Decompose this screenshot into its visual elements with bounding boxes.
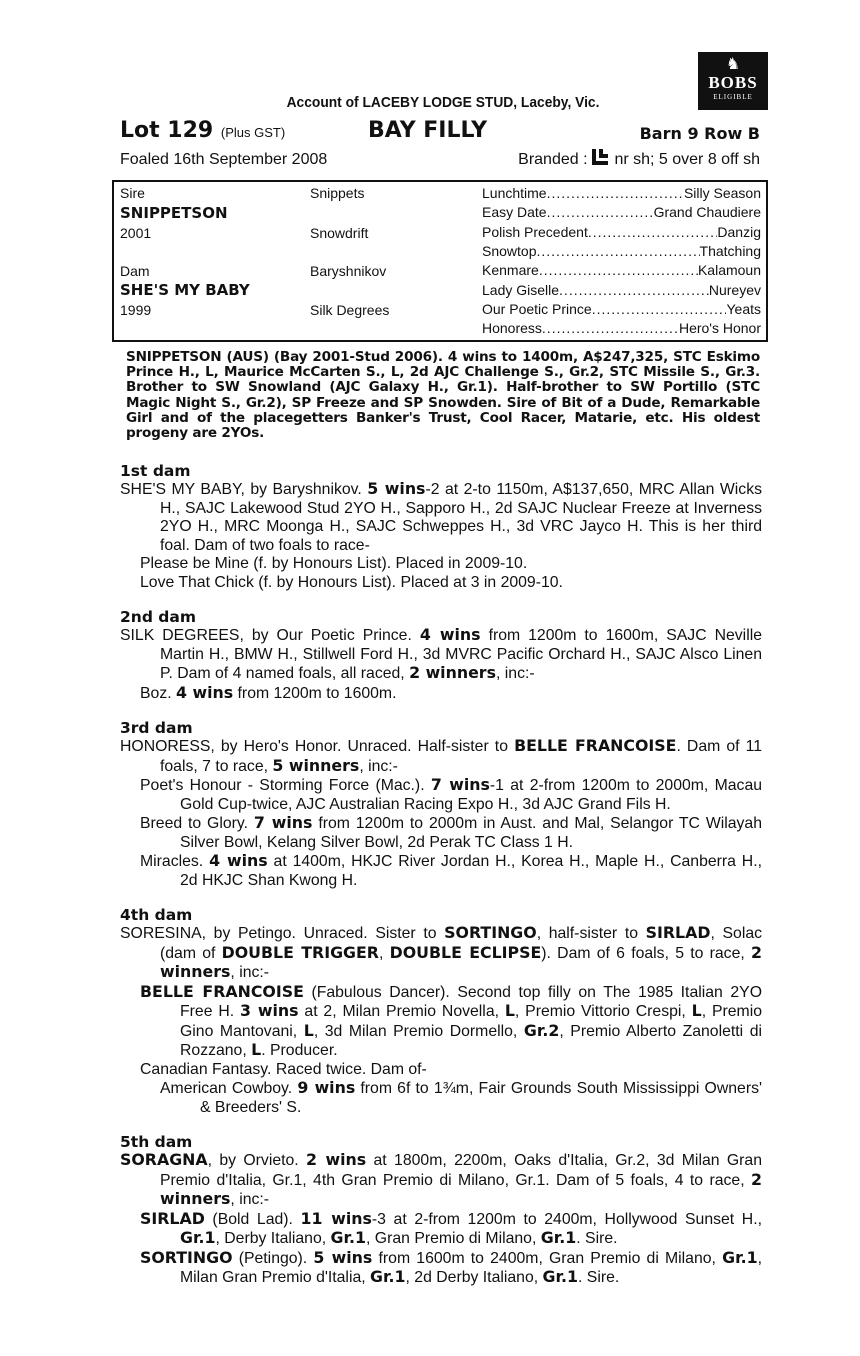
dam-sire: Baryshnikov <box>310 263 387 279</box>
barn-location: Barn 9 Row B <box>639 124 760 143</box>
grandparent-row <box>482 319 761 338</box>
dam-section <box>120 719 762 890</box>
family-entry: SORTINGO (Petingo). 5 wins from 1600m to 2400m, Gran Premio di Milano, Gr.1, Milan Gran Premio d'Italia, Gr.1, 2d Derby Italiano, Gr.1. Sire. <box>140 1247 763 1286</box>
grandparent-sire: Nureyev <box>708 281 761 298</box>
grandparent-name: Honoress <box>482 320 542 337</box>
branded-info <box>518 148 760 169</box>
section-title: 5th dam <box>120 1133 193 1151</box>
leader-dots <box>592 300 727 319</box>
grandparent-name: Polish Precedent <box>482 223 588 240</box>
dam-year: 1999 <box>120 302 152 318</box>
section-title: 3rd dam <box>120 719 193 737</box>
section-title: 4th dam <box>120 906 193 924</box>
grandparent-name: Snowtop <box>482 242 537 259</box>
leader-dots <box>536 242 699 261</box>
sire-name: SNIPPETSON <box>120 204 228 222</box>
pedigree-table <box>112 180 768 342</box>
family-entry: HONORESS, by Hero's Honor. Unraced. Half-sister to BELLE FRANCOISE. Dam of 11 foals, 7 to race, 5 winners, inc:- <box>120 736 762 775</box>
grandparent-sire: Silly Season <box>683 185 761 201</box>
family-entry: Love That Chick (f. by Honours List). Placed at 3 in 2009-10. <box>140 573 563 591</box>
dam-name: SHE'S MY BABY <box>120 281 250 299</box>
leader-dots <box>542 319 679 338</box>
lot-gst-note: (Plus GST) <box>220 125 286 140</box>
family-entry: BELLE FRANCOISE (Fabulous Dancer). Second top filly on The 1985 Italian 2YO Free H. 3 wins at 2, Milan Premio Novella, L, Premio Vittorio Crespi, L, Premio Gino Mantovani, L, 3d Milan Premio Dormello, Gr.2, Premio Alberto Zanoletti di Rozzano, L. Producer. <box>140 981 763 1059</box>
grandparent-sire: Yeats <box>726 300 761 317</box>
sire-sire: Snippets <box>310 185 365 201</box>
leader-dots <box>547 184 684 203</box>
grandparent-row <box>482 223 761 242</box>
family-entry: SORAGNA, by Orvieto. 2 wins at 1800m, 2200m, Oaks d'Italia, Gr.2, 3d Milan Gran Premio d'Italia, Gr.1, 4th Gran Premio di Milano, Gr.1. Dam of 5 foals, 4 to race, 2 winners, inc:- <box>120 1150 762 1208</box>
lot-label: Lot 129 <box>120 118 214 143</box>
family-entry: Miracles. 4 wins at 1400m, HKJC River Jordan H., Korea H., Maple H., Canberra H., 2d HKJC Shan Kwong H. <box>140 851 762 889</box>
grandparent-sire: Grand Chaudiere <box>653 204 761 221</box>
grandparent-name: Easy Date <box>482 204 547 221</box>
grandparent-row <box>482 242 761 261</box>
family-history <box>120 462 762 1304</box>
grandparent-name: Kenmare <box>482 262 539 279</box>
dam-section <box>120 608 762 703</box>
section-title: 2nd dam <box>120 608 197 626</box>
lot-number <box>120 118 285 143</box>
grandparent-sire: Hero's Honor <box>678 320 761 337</box>
leader-dots <box>539 261 698 280</box>
horse-icon: ♞ <box>725 54 741 73</box>
grandparent-row <box>482 261 761 280</box>
sire-year: 2001 <box>120 225 152 241</box>
branded-value: nr sh; 5 over 8 off sh <box>614 151 760 168</box>
dam-section <box>120 906 762 1117</box>
grandparent-row <box>482 300 761 319</box>
dam-section <box>120 1133 762 1288</box>
leader-dots <box>559 281 709 300</box>
dam-label: Dam <box>120 263 150 279</box>
grandparent-sire: Thatching <box>699 242 761 259</box>
family-entry: Boz. 4 wins from 1200m to 1600m. <box>140 682 397 702</box>
dam-section <box>120 462 762 592</box>
grandparent-row <box>482 203 761 222</box>
grandparent-row <box>482 281 761 300</box>
family-entry: SHE'S MY BABY, by Baryshnikov. 5 wins-2 at 2-to 1150m, A$137,650, MRC Allan Wicks H., SAJC Lakewood Stud 2YO H., Sapporo H., 2d SAJC Nuclear Freeze at Inverness 2YO H., MRC Moonga H., SAJC Schweppes H., 3d VRC Jayco H. This is her third foal. Dam of two foals to race- <box>120 479 762 554</box>
brand-mark-icon <box>592 149 608 165</box>
family-entry: American Cowboy. 9 wins from 6f to 1¾m, Fair Grounds South Mississippi Owners' & Breeders' S. <box>160 1078 762 1116</box>
family-entry: SIRLAD (Bold Lad). 11 wins-3 at 2-from 1200m to 2400m, Hollywood Sunset H., Gr.1, Derby Italiano, Gr.1, Gran Premio di Milano, Gr.1. Sire. <box>140 1208 762 1247</box>
vendor-account: Account of LACEBY LODGE STUD, Laceby, Vic. <box>286 94 600 111</box>
logo-sub: ELIGIBLE <box>713 93 753 101</box>
family-entry: Canadian Fantasy. Raced twice. Dam of- <box>140 1060 427 1078</box>
grandparent-name: Lunchtime <box>482 185 547 201</box>
family-entry: SILK DEGREES, by Our Poetic Prince. 4 wins from 1200m to 1600m, SAJC Neville Martin H., BMW H., Stillwell Ford H., 3d MVRC Pacific Orchard H., SAJC Alsco Linen P. Dam of 4 named foals, all raced, 2 winners, inc:- <box>120 625 762 682</box>
sire-summary: SNIPPETSON (AUS) (Bay 2001-Stud 2006). 4 wins to 1400m, A$247,325, STC Eskimo Prince H., L, Maurice McCarten S., L, 2d AJC Challenge S., Gr.2, STC Missile S., Gr.3. Brother to SW Snowland (AJC Galaxy H., Gr.1). Half-brother to SW Portillo (STC Magic Night S., Gr.2), SP Freeze and SP Snowden. Sire of Bit of a Dude, Remarkable Girl and of the placegetters Banker's Trust, Cool Racer, Matarie, etc. His oldest progeny are 2YOs. <box>126 349 760 442</box>
logo-name: BOBS <box>708 73 758 92</box>
leader-dots <box>547 203 654 222</box>
grandparent-name: Lady Giselle <box>482 281 560 298</box>
colour-sex: BAY FILLY <box>368 118 488 143</box>
family-entry: Poet's Honour - Storming Force (Mac.). 7 wins-1 at 2-from 1200m to 2000m, Macau Gold Cup-twice, AJC Australian Racing Expo H., 3d AJC Grand Fils H. <box>140 775 763 813</box>
leader-dots <box>588 223 718 242</box>
grandparent-sire: Danzig <box>717 223 761 240</box>
branded-label: Branded : <box>518 151 588 168</box>
family-entry: SORESINA, by Petingo. Unraced. Sister to SORTINGO, half-sister to SIRLAD, Solac (dam of DOUBLE TRIGGER, DOUBLE ECLIPSE). Dam of 6 foals, 5 to race, 2 winners, inc:- <box>120 923 763 981</box>
section-title: 1st dam <box>120 462 191 480</box>
grandparent-sire: Kalamoun <box>697 262 761 279</box>
sire-dam: Snowdrift <box>310 225 369 241</box>
family-entry: Breed to Glory. 7 wins from 1200m to 2000m in Aust. and Mal, Selangor TC Wilayah Silver Bowl, Kelang Silver Bowl, 2d Perak TC Class 1 H. <box>140 813 763 851</box>
grandparent-name: Our Poetic Prince <box>482 300 592 317</box>
dam-dam: Silk Degrees <box>310 302 390 318</box>
foaled-date: Foaled 16th September 2008 <box>120 151 328 168</box>
family-entry: Please be Mine (f. by Honours List). Placed in 2009-10. <box>140 555 528 572</box>
grandparent-row <box>482 184 761 203</box>
sire-label: Sire <box>120 185 145 201</box>
